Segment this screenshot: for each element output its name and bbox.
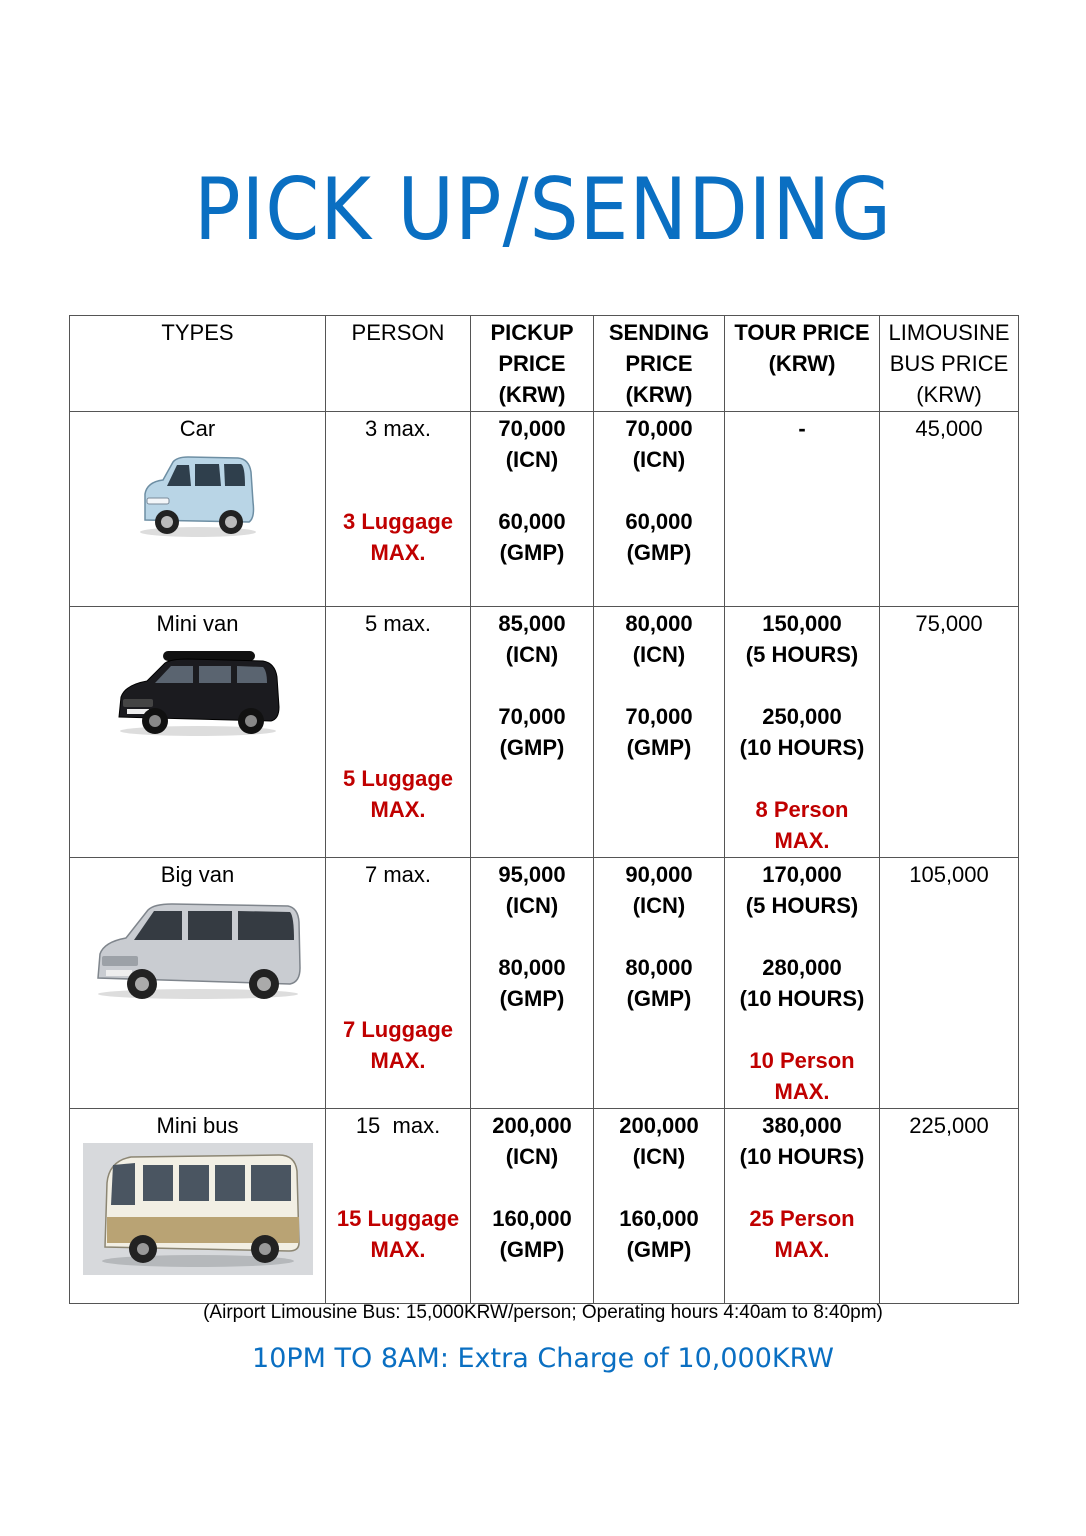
page-title: PICK UP/SENDING <box>193 160 893 260</box>
luggage-limit: 15 Luggage <box>336 1206 460 1231</box>
sending-price-cell: 200,000 (ICN) 160,000 (GMP) <box>594 1109 725 1304</box>
vehicle-type: Car <box>179 416 216 441</box>
type-cell <box>70 858 326 1109</box>
tour-person-limit: 10 Person <box>749 1048 855 1073</box>
pickup-price-cell: 70,000 (ICN) 60,000 (GMP) <box>471 412 594 607</box>
tour-person-limit: 8 Person <box>755 797 849 822</box>
header-sending: SENDING PRICE (KRW) <box>594 316 725 412</box>
pickup-price-cell: 85,000 (ICN) 70,000 (GMP) <box>471 607 594 858</box>
header-pickup: PICKUP PRICE (KRW) <box>471 316 594 412</box>
limo-price-cell: 105,000 <box>880 858 1019 1109</box>
minibus-icon <box>83 1143 313 1275</box>
vehicle-type: Mini van <box>156 611 239 636</box>
vehicle-type: Big van <box>160 862 235 887</box>
header-tour: TOUR PRICE (KRW) <box>725 316 880 412</box>
table-header-row <box>70 316 1019 412</box>
header-person: PERSON <box>326 316 471 412</box>
person-cell: 3 max. 3 Luggage MAX. <box>326 412 471 607</box>
luggage-limit: 3 Luggage <box>342 509 453 534</box>
pickup-price-cell: 200,000 (ICN) 160,000 (GMP) <box>471 1109 594 1304</box>
car-icon <box>133 452 263 542</box>
table-row-minibus <box>70 1109 1019 1304</box>
luggage-limit: 5 Luggage <box>342 766 453 791</box>
extra-charge-note: 10PM TO 8AM: Extra Charge of 10,000KRW <box>252 1343 834 1374</box>
type-cell <box>70 1109 326 1304</box>
type-cell <box>70 607 326 858</box>
minivan-icon <box>113 647 283 739</box>
tour-person-limit: 25 Person <box>749 1206 855 1231</box>
person-cell: 15 max. 15 Luggage MAX. <box>326 1109 471 1304</box>
sending-price-cell: 70,000 (ICN) 60,000 (GMP) <box>594 412 725 607</box>
bigvan-icon <box>92 898 304 1002</box>
tour-price-cell: 170,000 (5 HOURS) 280,000 (10 HOURS) 10 Person MAX. <box>725 858 880 1109</box>
table-row-minivan <box>70 607 1019 858</box>
price-table <box>69 315 1019 1304</box>
limousine-footnote: (Airport Limousine Bus: 15,000KRW/person; Operating hours 4:40am to 8:40pm) <box>203 1302 883 1323</box>
limo-price-cell: 75,000 <box>880 607 1019 858</box>
tour-price-cell: 150,000 (5 HOURS) 250,000 (10 HOURS) 8 Person MAX. <box>725 607 880 858</box>
person-cell: 7 max. 7 Luggage MAX. <box>326 858 471 1109</box>
table-row-car <box>70 412 1019 607</box>
header-limo: LIMOUSINE BUS PRICE (KRW) <box>880 316 1019 412</box>
sending-price-cell: 80,000 (ICN) 70,000 (GMP) <box>594 607 725 858</box>
person-cell: 5 max. 5 Luggage MAX. <box>326 607 471 858</box>
pickup-price-cell: 95,000 (ICN) 80,000 (GMP) <box>471 858 594 1109</box>
vehicle-type: Mini bus <box>156 1113 239 1138</box>
limo-price-cell: 45,000 <box>880 412 1019 607</box>
luggage-limit: 7 Luggage <box>342 1017 453 1042</box>
sending-price-cell: 90,000 (ICN) 80,000 (GMP) <box>594 858 725 1109</box>
limo-price-cell: 225,000 <box>880 1109 1019 1304</box>
tour-price-cell: - <box>725 412 880 607</box>
header-types: TYPES <box>70 316 326 412</box>
table-row-bigvan <box>70 858 1019 1109</box>
tour-price-cell: 380,000 (10 HOURS) 25 Person MAX. <box>725 1109 880 1304</box>
type-cell <box>70 412 326 607</box>
